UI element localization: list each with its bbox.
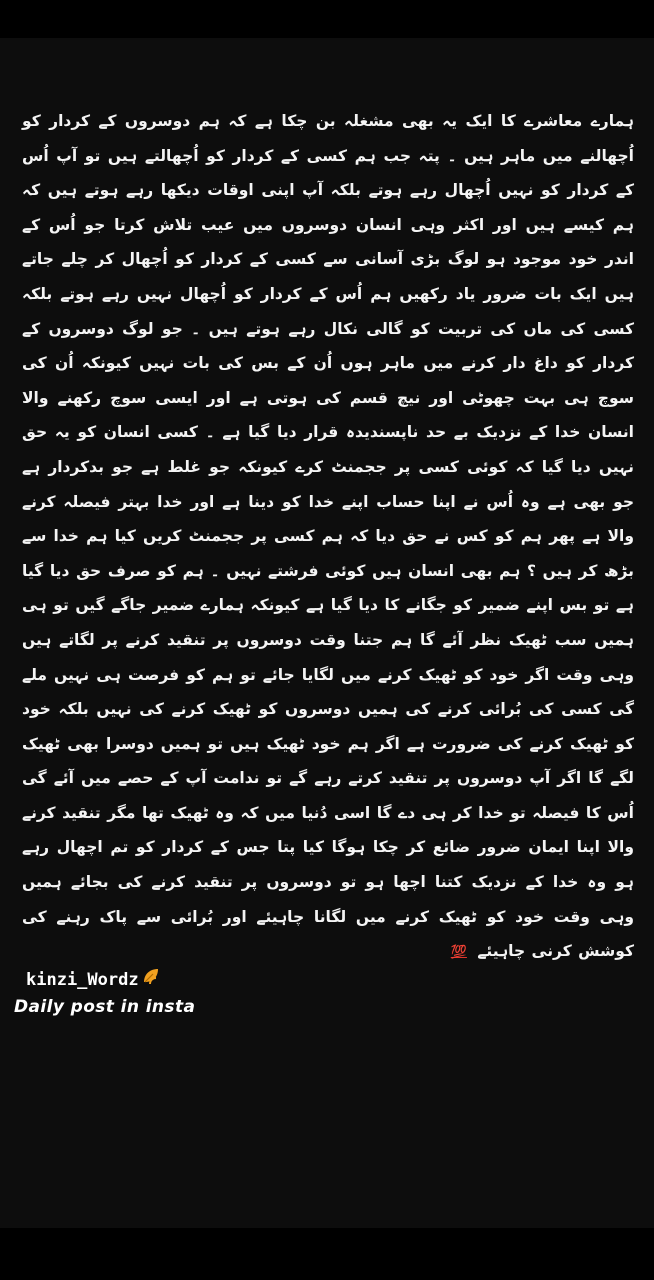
post-text: ہمارے معاشرے کا ایک یہ بھی مشغلہ بن چکا ہے کہ ہم دوسروں کے کردار کو اُچھالنے میں ماہر ہیں ۔ پتہ جب ہم کسی کے کردار کو اُچھالتے ہیں تو آپ اُس کے کردار کو نہیں اُچھال رہے ہوتے بلکہ آپ اپنی اوقات دیکھا رہے ہوتے ہیں کہ ہم کیسے ہیں اور اکثر وہی انسان دوسروں میں عیب تلاش کرتا جو اُس کے اندر خود موجود ہو لوگ بڑی آسانی سے کسی کے کردار کو اُچھال کر چلے جاتے ہیں ایک بات ضرور یاد رکھیں ہم اُس کے کردار کو اُچھال نہیں رہے ہوتے بلکہ کسی کی ماں کی تربیت کو گالی نکال رہے ہوتے ہیں ۔ جو لوگ دوسروں کے کردار کو داغ دار کرنے میں ماہر ہوں اُن کے بس کی بات نہیں کیونکہ اُن کی سوچ ہی بہت چھوٹی اور نیچ قسم کی ہوتی ہے اور ایسی سوچ رکھنے والا انسان خدا کے نزدیک بے حد ناپسندیدہ قرار دیا گیا ہے ۔ کسی انسان کو یہ حق نہیں دیا گیا کہ کوئی کسی پر ججمنٹ کرے کیونکہ جو غلط ہے جو بدکردار ہے جو بھی ہے وہ اُس نے اپنا حساب اپنے خدا کو دینا ہے اور خدا بہتر فیصلہ کرنے والا ہے پھر ہم کو کس نے حق دیا کہ ہم کسی پر ججمنٹ کریں کیا ہم خدا سے بڑھ کر ہیں ؟ ہم بھی انسان ہیں کوئی فرشتے نہیں ۔ ہم کو صرف حق دیا گیا ہے تو بس اپنے ضمیر کو جگانے کا دیا گیا ہے کیونکہ ہمارے ضمیر جاگے گیں تو ہی ہمیں سب ٹھیک نظر آئے گا ہم جتنا وقت دوسروں پر تنقید کرنے پر لگاتے ہیں وہی وقت اگر خود کو ٹھیک کرنے میں لگایا جائے تو ہم کو فرصت ہی نہیں ملے گی کسی کی بُرائی کرنے کی ہمیں دوسروں کو ٹھیک کرنے کی نہیں بلکہ خود کو ٹھیک کرنے کی ضرورت ہے اگر ہم خود ٹھیک ہیں تو ہمیں دوسرا بھی ٹھیک لگے گا اگر آپ دوسروں پر تنقید کرتے رہے گے تو ندامت آپ کے حصے میں آئے گی اُس کا فیصلہ تو خدا کر ہی دے گا اسی دُنیا میں کہ وہ ٹھیک تھا مگر تنقید کرنے والا اپنا ایمان ضرور ضائع کر چکا ہوگا کیا پتا جس کے کردار کو تم اچھال رہے ہو وہ خدا کے نزدیک کتنا اچھا ہو تو دوسروں پر تنقید کرنے کی بجائے ہمیں وہی وقت خود کو ٹھیک کرنے میں لگانا چاہیئے اور بُرائی سے پاک رہنے کی کوشش کرنی چاہیئے <box>22 112 634 961</box>
author-handle: kinzi_Wordz <box>26 970 139 990</box>
post-body <box>22 104 634 971</box>
author-signature <box>14 966 334 1020</box>
author-tagline: Daily post in insta <box>14 997 196 1017</box>
hundred-points-icon: 💯 <box>450 945 467 961</box>
author-handle-line <box>14 966 334 994</box>
leaf-icon <box>141 966 161 994</box>
top-letterbox <box>0 0 654 38</box>
bottom-letterbox <box>0 1228 654 1280</box>
